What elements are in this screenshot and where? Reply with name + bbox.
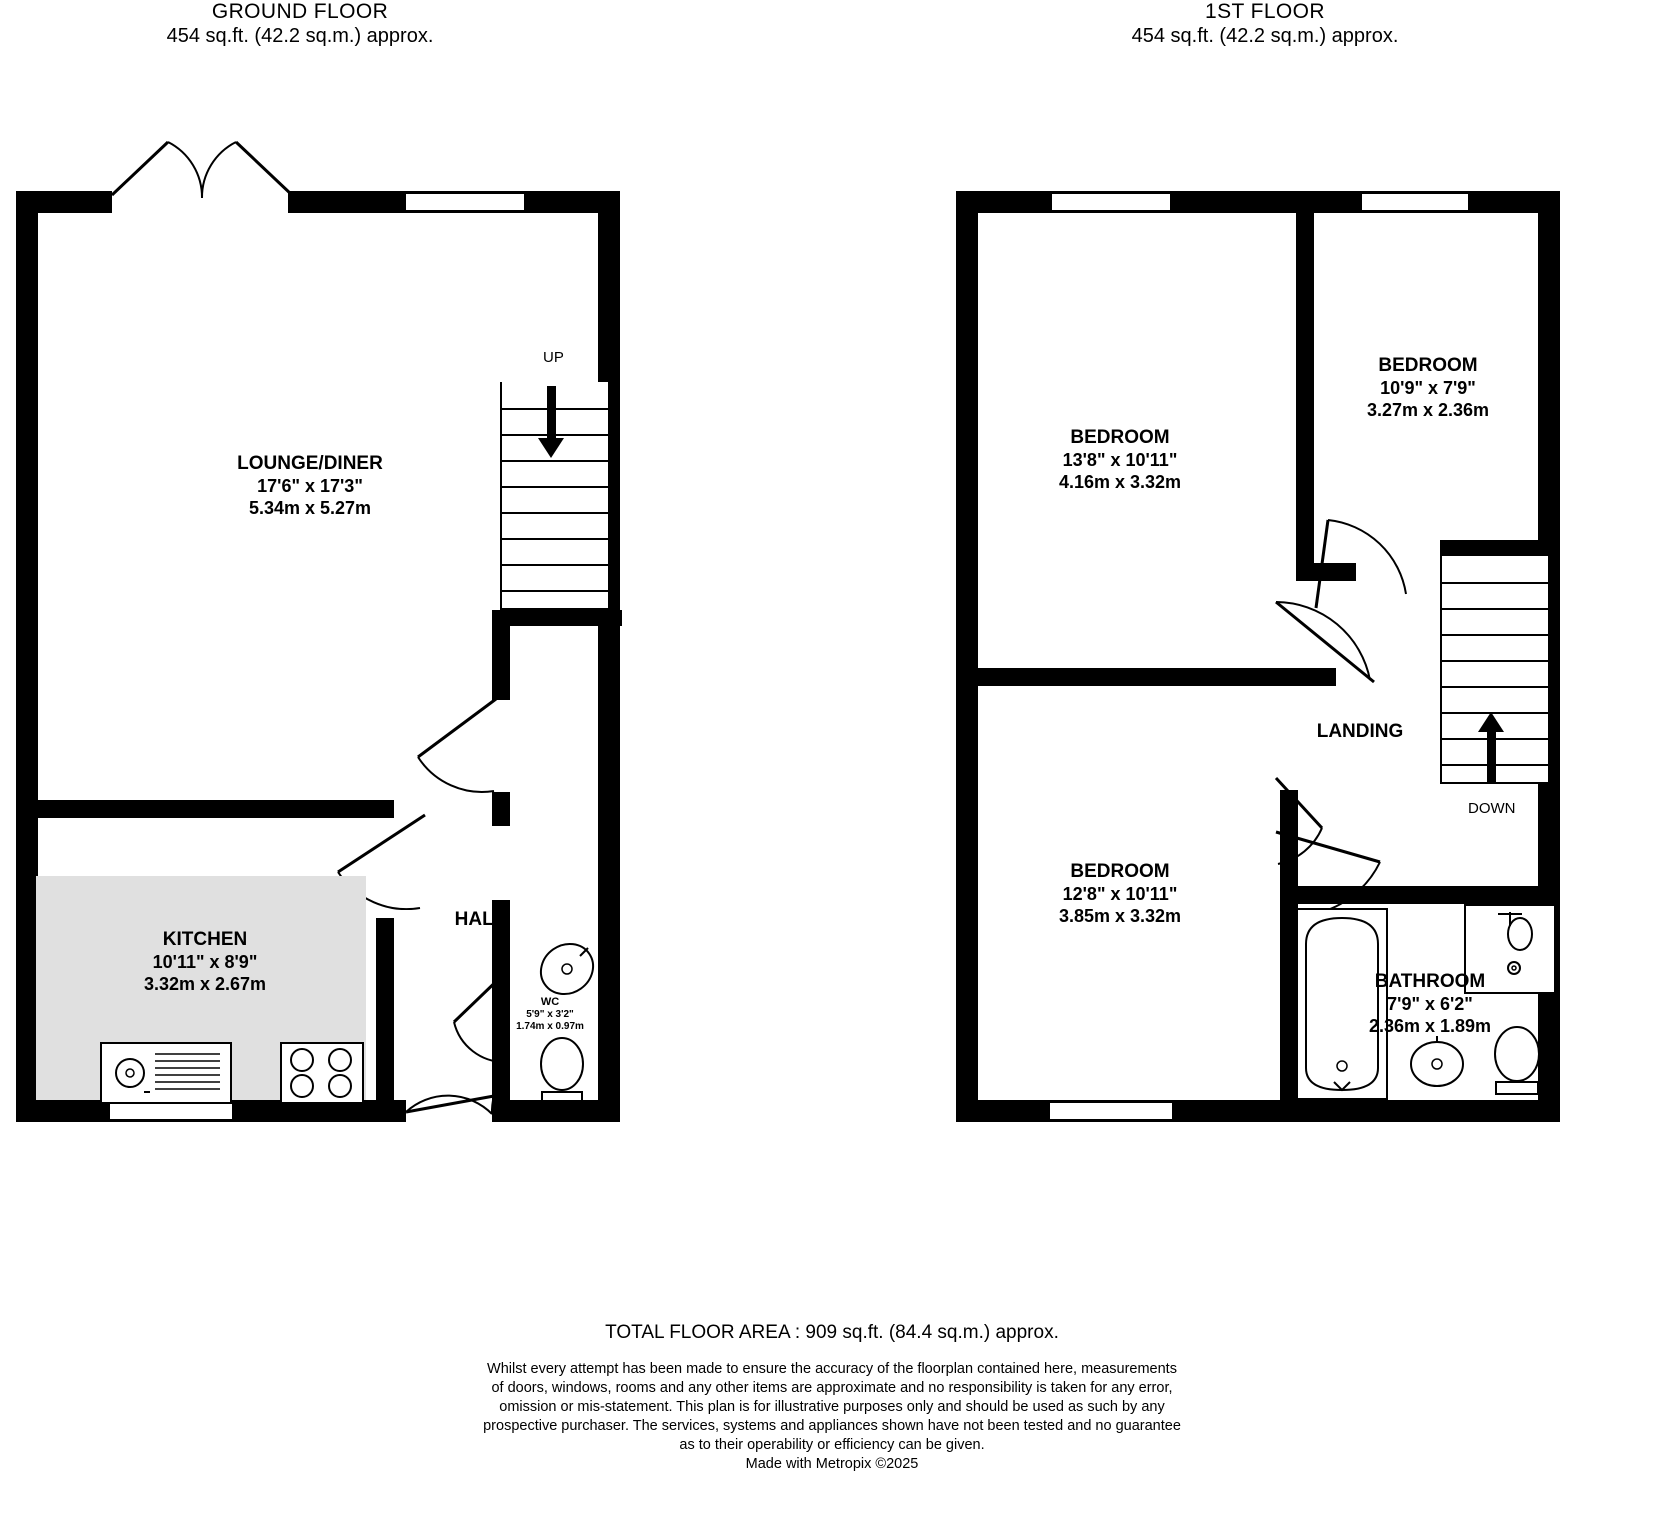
first-floor-title: 1ST FLOOR	[1205, 0, 1325, 23]
front-door-swing	[110, 140, 295, 200]
wc-toilet-icon	[530, 1034, 594, 1110]
wall-top-middle-1f	[1170, 191, 1362, 213]
room-label-bathroom	[1290, 970, 1570, 1037]
room-dim-imperial: 12'8" x 10'11"	[1062, 884, 1178, 904]
metropix-credit: Made with Metropix ©2025	[745, 1456, 919, 1472]
room-dim-metric: 5.34m x 5.27m	[248, 498, 372, 518]
wall-understairs	[492, 610, 622, 626]
stairs-up-label: UP	[543, 349, 564, 366]
room-label-wc	[495, 996, 605, 1033]
room-label-hall	[400, 908, 560, 931]
room-name: LANDING	[1316, 721, 1404, 742]
room-label-bedroom-2	[1288, 354, 1568, 421]
disclaimer-line-1: Whilst every attempt has been made to ensure the accuracy of the floorplan contained here, measurements	[487, 1361, 1177, 1377]
wall-bottom-mid-1f	[1172, 1100, 1560, 1122]
room-dim-metric: 3.32m x 2.67m	[143, 974, 267, 994]
wall-right-outer	[598, 191, 620, 1122]
window-front-bedroom1	[1052, 191, 1170, 213]
room-dim-imperial: 10'9" x 7'9"	[1380, 378, 1476, 398]
door-bedroom1-landing	[1270, 590, 1380, 686]
window-front-bedroom2	[1362, 191, 1468, 213]
room-name: HALL	[454, 909, 506, 930]
door-back	[402, 1046, 498, 1118]
room-dim-metric: 2.36m x 1.89m	[1368, 1016, 1492, 1036]
ground-floor-area: 454 sq.ft. (42.2 sq.m.) approx.	[166, 25, 434, 47]
room-dim-imperial: 7'9" x 6'2"	[1387, 994, 1473, 1014]
disclaimer-line-4: prospective purchaser. The services, systems and appliances shown have not been tested and no guarantee	[483, 1418, 1181, 1434]
stairs-down-label: DOWN	[1468, 800, 1516, 817]
room-dim-imperial: 13'8" x 10'11"	[1062, 450, 1178, 470]
room-dim-imperial: 10'11" x 8'9"	[152, 952, 258, 972]
room-label-lounge-diner	[130, 452, 490, 519]
window-front-lounge	[406, 191, 524, 213]
room-name: BATHROOM	[1374, 971, 1486, 992]
wall-bottom-left	[16, 1100, 110, 1122]
wall-bathroom-top-right	[1460, 886, 1560, 904]
footer-total-area	[0, 1320, 1664, 1346]
room-name: LOUNGE/DINER	[237, 453, 383, 474]
kitchen-sink-icon	[100, 1042, 232, 1104]
wall-hall-lounge	[492, 620, 510, 700]
ground-floor-plan	[0, 0, 700, 1250]
ground-floor-title: GROUND FLOOR	[211, 0, 389, 23]
stairs-down-arrow-head	[1478, 712, 1504, 732]
room-label-bedroom-3	[940, 860, 1300, 927]
first-floor-area: 454 sq.ft. (42.2 sq.m.) approx.	[1131, 25, 1399, 47]
wall-left-outer-1f	[956, 191, 978, 1122]
window-rear-bedroom3	[1050, 1100, 1172, 1122]
room-name: BEDROOM	[1378, 355, 1478, 376]
room-name: BEDROOM	[1070, 861, 1170, 882]
room-dim-imperial: 5'9" x 3'2"	[526, 1009, 574, 1020]
wc-basin-icon	[536, 938, 598, 1000]
room-name: KITCHEN	[162, 929, 248, 950]
first-floor-plan	[940, 0, 1640, 1250]
bathroom-washbasin-icon	[1406, 1034, 1468, 1096]
wall-bottom-left-1f	[956, 1100, 1050, 1122]
stairs-up-arrow-shaft	[547, 386, 556, 442]
room-label-landing	[1260, 720, 1460, 743]
room-label-bedroom-1	[940, 426, 1300, 493]
room-name: BEDROOM	[1070, 427, 1170, 448]
disclaimer-line-5: as to their operability or efficiency can be given.	[679, 1437, 985, 1453]
total-floor-area-text: TOTAL FLOOR AREA : 909 sq.ft. (84.4 sq.m.) approx.	[605, 1322, 1059, 1343]
room-dim-metric: 1.74m x 0.97m	[516, 1021, 584, 1032]
room-name: WC	[540, 996, 560, 1008]
disclaimer-line-3: omission or mis-statement. This plan is for illustrative purposes only and should be used as such by any	[499, 1399, 1165, 1415]
room-dim-metric: 3.27m x 2.36m	[1366, 400, 1490, 420]
room-dim-metric: 4.16m x 3.32m	[1058, 472, 1182, 492]
room-dim-imperial: 17'6" x 17'3"	[257, 476, 363, 496]
disclaimer-line-2: of doors, windows, rooms and any other items are approximate and no responsibility is taken for any error,	[491, 1380, 1173, 1396]
door-lounge-hall	[408, 695, 500, 795]
wall-top-middle	[288, 191, 406, 213]
kitchen-hob-burners-icon	[280, 1042, 364, 1104]
room-label-kitchen	[25, 928, 385, 995]
room-dim-metric: 3.85m x 3.32m	[1058, 906, 1182, 926]
stairs-up-arrow-head	[538, 438, 564, 458]
wall-stairs-top	[1440, 540, 1560, 556]
footer-disclaimer	[0, 1360, 1664, 1474]
wall-hall-lounge-lower	[492, 792, 510, 826]
stairs-down-arrow-shaft	[1487, 732, 1496, 784]
